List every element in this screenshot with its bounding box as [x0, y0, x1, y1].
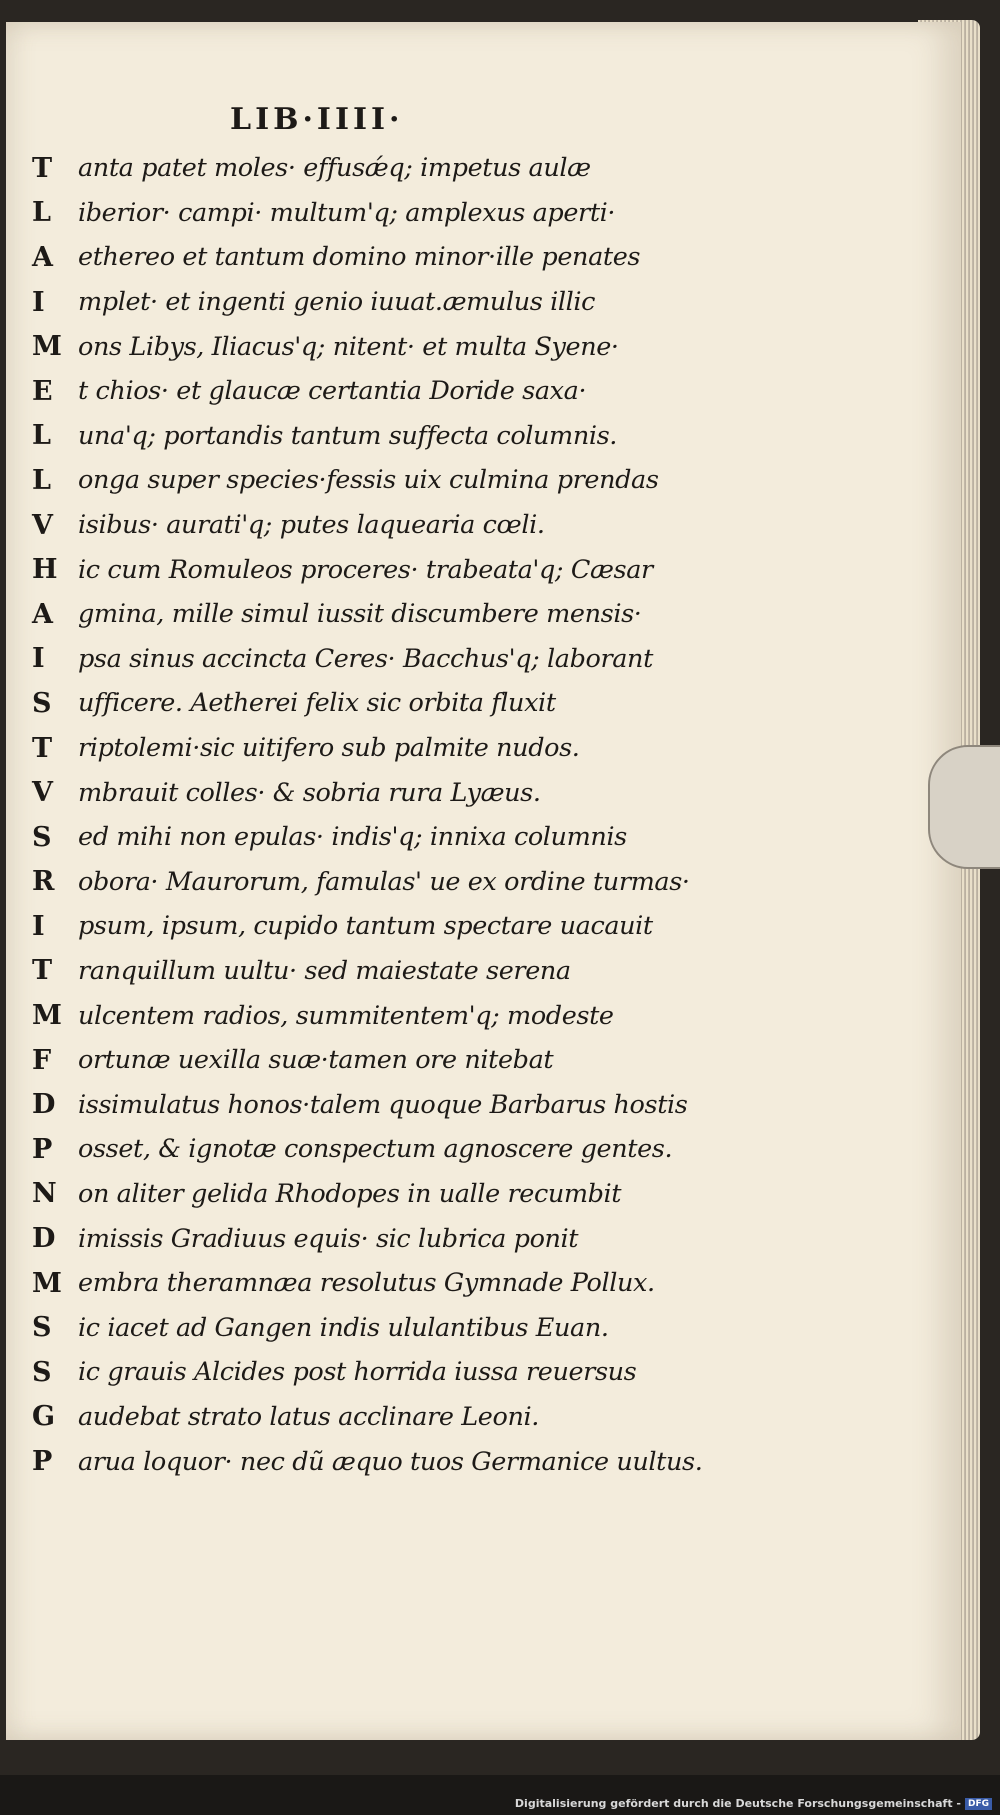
verse-line [32, 414, 752, 459]
verse-line [32, 860, 752, 905]
verse-text: audebat strato latus acclinare Leoni. [78, 1401, 539, 1432]
verse-text: isibus· aurati'q; putes laquearia cœli. [78, 510, 545, 541]
verse-line [32, 1395, 752, 1440]
verse-initial: G [32, 1401, 56, 1433]
verse-initial: F [32, 1044, 52, 1076]
verse-line [32, 1127, 752, 1172]
verse-text: ethereo et tantum domino minor·ille penates [78, 242, 641, 273]
funding-text: Digitalisierung gefördert durch die Deutsche Forschungsgemeinschaft - [514, 1797, 961, 1810]
verse-line [32, 681, 752, 726]
verse-text: arua loquor· nec dũ æquo tuos Germanice uultus. [78, 1446, 703, 1477]
verse-initial: D [32, 1223, 56, 1255]
bookmark-tab [928, 745, 1000, 869]
verse-text: issimulatus honos·talem quoque Barbarus hostis [78, 1089, 688, 1120]
verse-text: mbrauit colles· & sobria rura Lyæus. [78, 777, 541, 808]
verse-text: ic grauis Alcides post horrida iussa reuersus [78, 1357, 637, 1388]
verse-text: imissis Gradiuus equis· sic lubrica ponit [78, 1223, 579, 1254]
verse-text: onga super species·fessis uix culmina prendas [78, 465, 659, 496]
verse-initial: M [32, 331, 62, 363]
verse-initial: A [32, 598, 53, 630]
verse-line [32, 146, 752, 191]
verse-initial: M [32, 1267, 62, 1299]
verse-text: ed mihi non epulas· indis'q; innixa columnis [78, 822, 627, 853]
verse-initial: N [32, 1178, 57, 1210]
verse-text: t chios· et glaucæ certantia Doride saxa· [78, 376, 587, 407]
verse-text: ranquillum uultu· sed maiestate serena [78, 955, 571, 986]
verse-initial: I [32, 910, 45, 942]
verse-initial: S [32, 1312, 52, 1344]
verse-initial: H [32, 554, 58, 586]
verse-initial: M [32, 1000, 62, 1032]
verse-text: ortunæ uexilla suæ·tamen ore nitebat [78, 1045, 554, 1076]
verse-line [32, 547, 752, 592]
verse-line [32, 1305, 752, 1350]
verse-line [32, 726, 752, 771]
verse-line [32, 1261, 752, 1306]
verse-initial: P [32, 1446, 53, 1478]
verse-text: ulcentem radios, summitentem'q; modeste [78, 1000, 614, 1031]
verse-initial: A [32, 241, 53, 273]
verse-line [32, 1216, 752, 1261]
verse-initial: P [32, 1133, 53, 1165]
verse-line [32, 815, 752, 860]
verse-line [32, 1439, 752, 1484]
verse-initial: L [32, 197, 51, 229]
verse-initial: S [32, 687, 52, 719]
verse-text: gmina, mille simul iussit discumbere mensis· [78, 599, 642, 630]
verse-initial: T [32, 955, 53, 987]
verse-line [32, 949, 752, 994]
verse-text: ons Libys, Iliacus'q; nitent· et multa Syene· [78, 331, 619, 362]
verse-line [32, 1350, 752, 1395]
verse-line [32, 1082, 752, 1127]
poem-text [32, 146, 752, 1484]
verse-line [32, 458, 752, 503]
verse-text: ic iacet ad Gangen indis ululantibus Euan. [78, 1312, 609, 1343]
verse-text: obora· Maurorum, famulas' ue ex ordine turmas· [78, 866, 690, 897]
verse-line [32, 770, 752, 815]
verse-text: on aliter gelida Rhodopes in ualle recumbit [78, 1178, 622, 1209]
dfg-logo: DFG [965, 1798, 992, 1810]
verse-text: mplet· et ingenti genio iuuat.æmulus illic [78, 287, 596, 318]
verse-text: iberior· campi· multum'q; amplexus aperti· [78, 197, 616, 228]
verse-line [32, 369, 752, 414]
verse-text: ic cum Romuleos proceres· trabeata'q; Cæsar [78, 554, 653, 585]
verse-line [32, 280, 752, 325]
verse-initial: I [32, 643, 45, 675]
verse-initial: L [32, 464, 51, 496]
verse-initial: T [32, 152, 53, 184]
verse-initial: L [32, 420, 51, 452]
verse-text: embra theramnæa resolutus Gymnade Pollux. [78, 1268, 655, 1299]
verse-initial: E [32, 375, 53, 407]
verse-line [32, 993, 752, 1038]
verse-line [32, 235, 752, 280]
verse-text: psum, ipsum, cupido tantum spectare uacauit [78, 911, 653, 942]
verse-line [32, 324, 752, 369]
verse-line [32, 1038, 752, 1083]
verse-initial: T [32, 732, 53, 764]
verse-line [32, 637, 752, 682]
verse-initial: I [32, 286, 45, 318]
verse-line [32, 503, 752, 548]
verse-text: anta patet moles· effusǽq; impetus aulæ [78, 153, 591, 184]
verse-initial: R [32, 866, 55, 898]
verse-text: osset, & ignotæ conspectum agnoscere gentes. [78, 1134, 673, 1165]
verse-line [32, 191, 752, 236]
funding-credit [515, 1797, 992, 1810]
verse-initial: V [32, 777, 53, 809]
verse-initial: S [32, 821, 52, 853]
verse-line [32, 1172, 752, 1217]
verse-line [32, 904, 752, 949]
verse-line [32, 592, 752, 637]
verse-text: psa sinus accincta Ceres· Bacchus'q; laborant [78, 643, 653, 674]
verse-initial: V [32, 509, 53, 541]
verse-initial: S [32, 1356, 52, 1388]
verse-text: riptolemi·sic uitifero sub palmite nudos. [78, 733, 580, 764]
running-header: LIB·IIII· [230, 102, 404, 137]
verse-text: una'q; portandis tantum suffecta columnis. [78, 420, 617, 451]
verse-initial: D [32, 1089, 56, 1121]
verse-text: ufficere. Aetherei felix sic orbita fluxit [78, 688, 556, 719]
